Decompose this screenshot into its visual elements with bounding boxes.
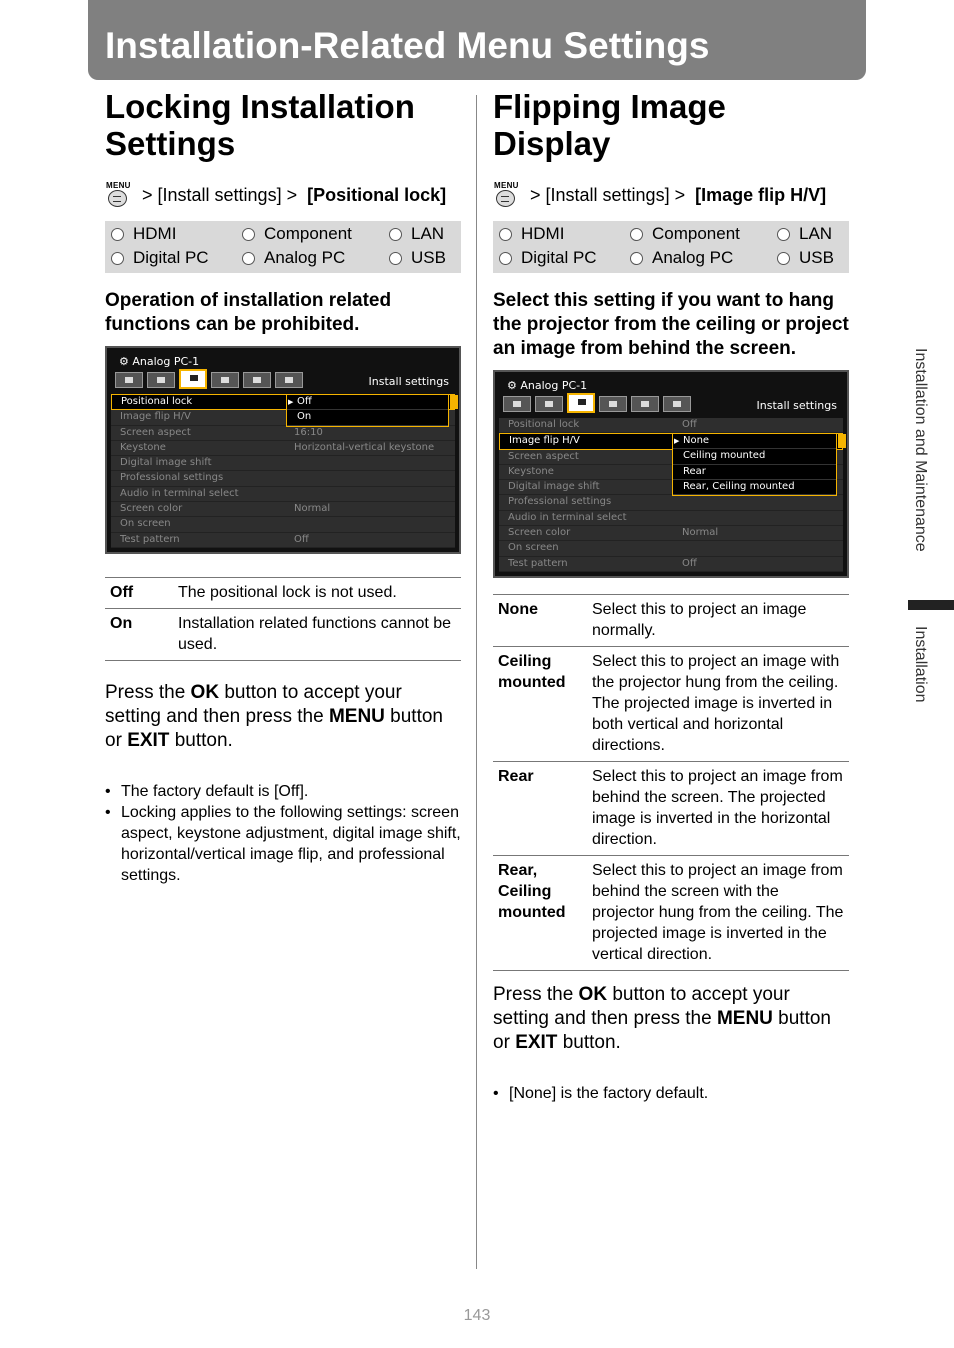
screen-option: Rear — [673, 465, 836, 480]
radio-icon — [111, 228, 124, 241]
input-lan: LAN — [771, 224, 832, 244]
input-analog-pc: Analog PC — [236, 248, 383, 268]
menu-button-icon: MENU — [493, 181, 519, 209]
radio-icon — [499, 228, 512, 241]
screen-item: Keystone — [499, 465, 843, 480]
instruction-text: Press the OK button to accept your setting and then press the MENU button or EXIT button. — [493, 984, 831, 1053]
screen-item: Keystone Horizontal-vertical keystone — [111, 441, 455, 456]
screen-options — [286, 394, 449, 427]
screen-options — [672, 433, 837, 496]
note-item: • [None] is the factory default. — [493, 1083, 849, 1104]
screen-item: Positional lock — [111, 394, 455, 410]
left-column — [105, 88, 461, 886]
screen-item: Image flip H/V — [111, 410, 455, 425]
input-usb: USB — [771, 248, 834, 268]
screen-item: Professional settings — [111, 471, 455, 486]
screen-item: Audio in terminal select — [111, 487, 455, 502]
radio-icon — [499, 252, 512, 265]
lead-text: Operation of installation related functions can be prohibited. — [105, 290, 392, 335]
page-header — [88, 0, 866, 80]
side-section-label: Installation and Maintenance — [912, 348, 929, 552]
menu-button-icon: MENU — [105, 181, 131, 209]
input-component: Component — [624, 224, 771, 244]
input-hdmi: HDMI — [493, 224, 624, 244]
radio-icon — [242, 228, 255, 241]
screen-tabs — [115, 372, 307, 389]
input-usb: USB — [383, 248, 446, 268]
notes-list — [493, 1083, 849, 1104]
screen-item: Image flip H/V — [499, 433, 843, 449]
instruction-text: Press the OK button to accept your setting and then press the MENU button or EXIT button. — [105, 682, 443, 751]
radio-icon — [777, 252, 790, 265]
side-subsection-label: Installation — [912, 626, 929, 703]
screen-item: Digital image shift — [499, 480, 843, 495]
input-digital-pc: Digital PC — [493, 248, 624, 268]
screen-item: Test pattern Off — [111, 533, 455, 548]
screen-item: Audio in terminal select — [499, 511, 843, 526]
radio-icon — [242, 252, 255, 265]
breadcrumb: MENU > [Install settings] > [Image flip H/V] — [493, 181, 849, 209]
screen-label: Install settings — [368, 375, 449, 388]
screen-option: Ceiling mounted — [673, 449, 836, 464]
screen-option: Rear, Ceiling mounted — [673, 480, 836, 495]
note-item: • The factory default is [Off]. — [105, 781, 461, 802]
screen-source: ⚙ Analog PC-1 — [507, 379, 588, 392]
input-hdmi: HDMI — [105, 224, 236, 244]
screen-item: On screen — [499, 541, 843, 556]
lead-text: Select this setting if you want to hang the projector from the ceiling or project an image from behind the screen. — [493, 290, 849, 359]
side-tab-marker — [908, 600, 954, 610]
input-component: Component — [236, 224, 383, 244]
screen-item: Professional settings — [499, 495, 843, 510]
radio-icon — [777, 228, 790, 241]
menu-screenshot — [493, 370, 849, 578]
screen-item: Screen color Normal — [499, 526, 843, 541]
screen-option: ▶ None — [673, 434, 836, 449]
input-signal-list — [105, 221, 461, 273]
page-number: 143 — [463, 1307, 491, 1324]
screen-item: Digital image shift — [111, 456, 455, 471]
screen-label: Install settings — [756, 399, 837, 412]
menu-screenshot — [105, 346, 461, 554]
note-item: • Locking applies to the following settings: screen aspect, keystone adjustment, digital image shift, horizontal/vertical image flip, and professional settings. — [105, 802, 461, 886]
screen-tabs — [503, 396, 695, 413]
screen-item: Test pattern Off — [499, 557, 843, 572]
page-title: Installation-Related Menu Settings — [105, 25, 710, 66]
screen-item: Screen aspect 16:10 — [111, 426, 455, 441]
input-signal-list — [493, 221, 849, 273]
radio-icon — [389, 252, 402, 265]
radio-icon — [630, 252, 643, 265]
radio-icon — [111, 252, 124, 265]
screen-item: Screen aspect — [499, 450, 843, 465]
notes-list — [105, 781, 461, 886]
definition-table: Off The positional lock is not used. On Installation related functions cannot be used. — [105, 577, 461, 661]
input-lan: LAN — [383, 224, 444, 244]
breadcrumb: MENU > [Install settings] > [Positional lock] — [105, 181, 461, 209]
screen-source: ⚙ Analog PC-1 — [119, 355, 200, 368]
input-digital-pc: Digital PC — [105, 248, 236, 268]
definition-table: None Select this to project an image normally. Ceiling mounted Select this to project an image with the projector hung from the ceiling. The projected image is inverted in both vertical and horizontal directions. Rear Select this to project an image from behind the screen. The projected image is inverted in the horizontal direction. Rear, Ceiling mounted Select this to project an image from behind the screen with the projector hung from the ceiling. The projected image is inverted in the vertical direction. — [493, 594, 849, 971]
section-title-locking: Locking Installation Settings — [105, 88, 415, 162]
screen-item: On screen — [111, 517, 455, 532]
input-analog-pc: Analog PC — [624, 248, 771, 268]
radio-icon — [630, 228, 643, 241]
screen-item: Screen color Normal — [111, 502, 455, 517]
right-column — [493, 88, 849, 1104]
screen-option: On — [287, 410, 448, 425]
radio-icon — [389, 228, 402, 241]
section-title-flipping: Flipping Image Display — [493, 88, 726, 162]
column-divider — [476, 95, 477, 1269]
screen-item: Positional lock Off — [499, 418, 843, 433]
screen-option: ▶ Off — [287, 395, 448, 410]
